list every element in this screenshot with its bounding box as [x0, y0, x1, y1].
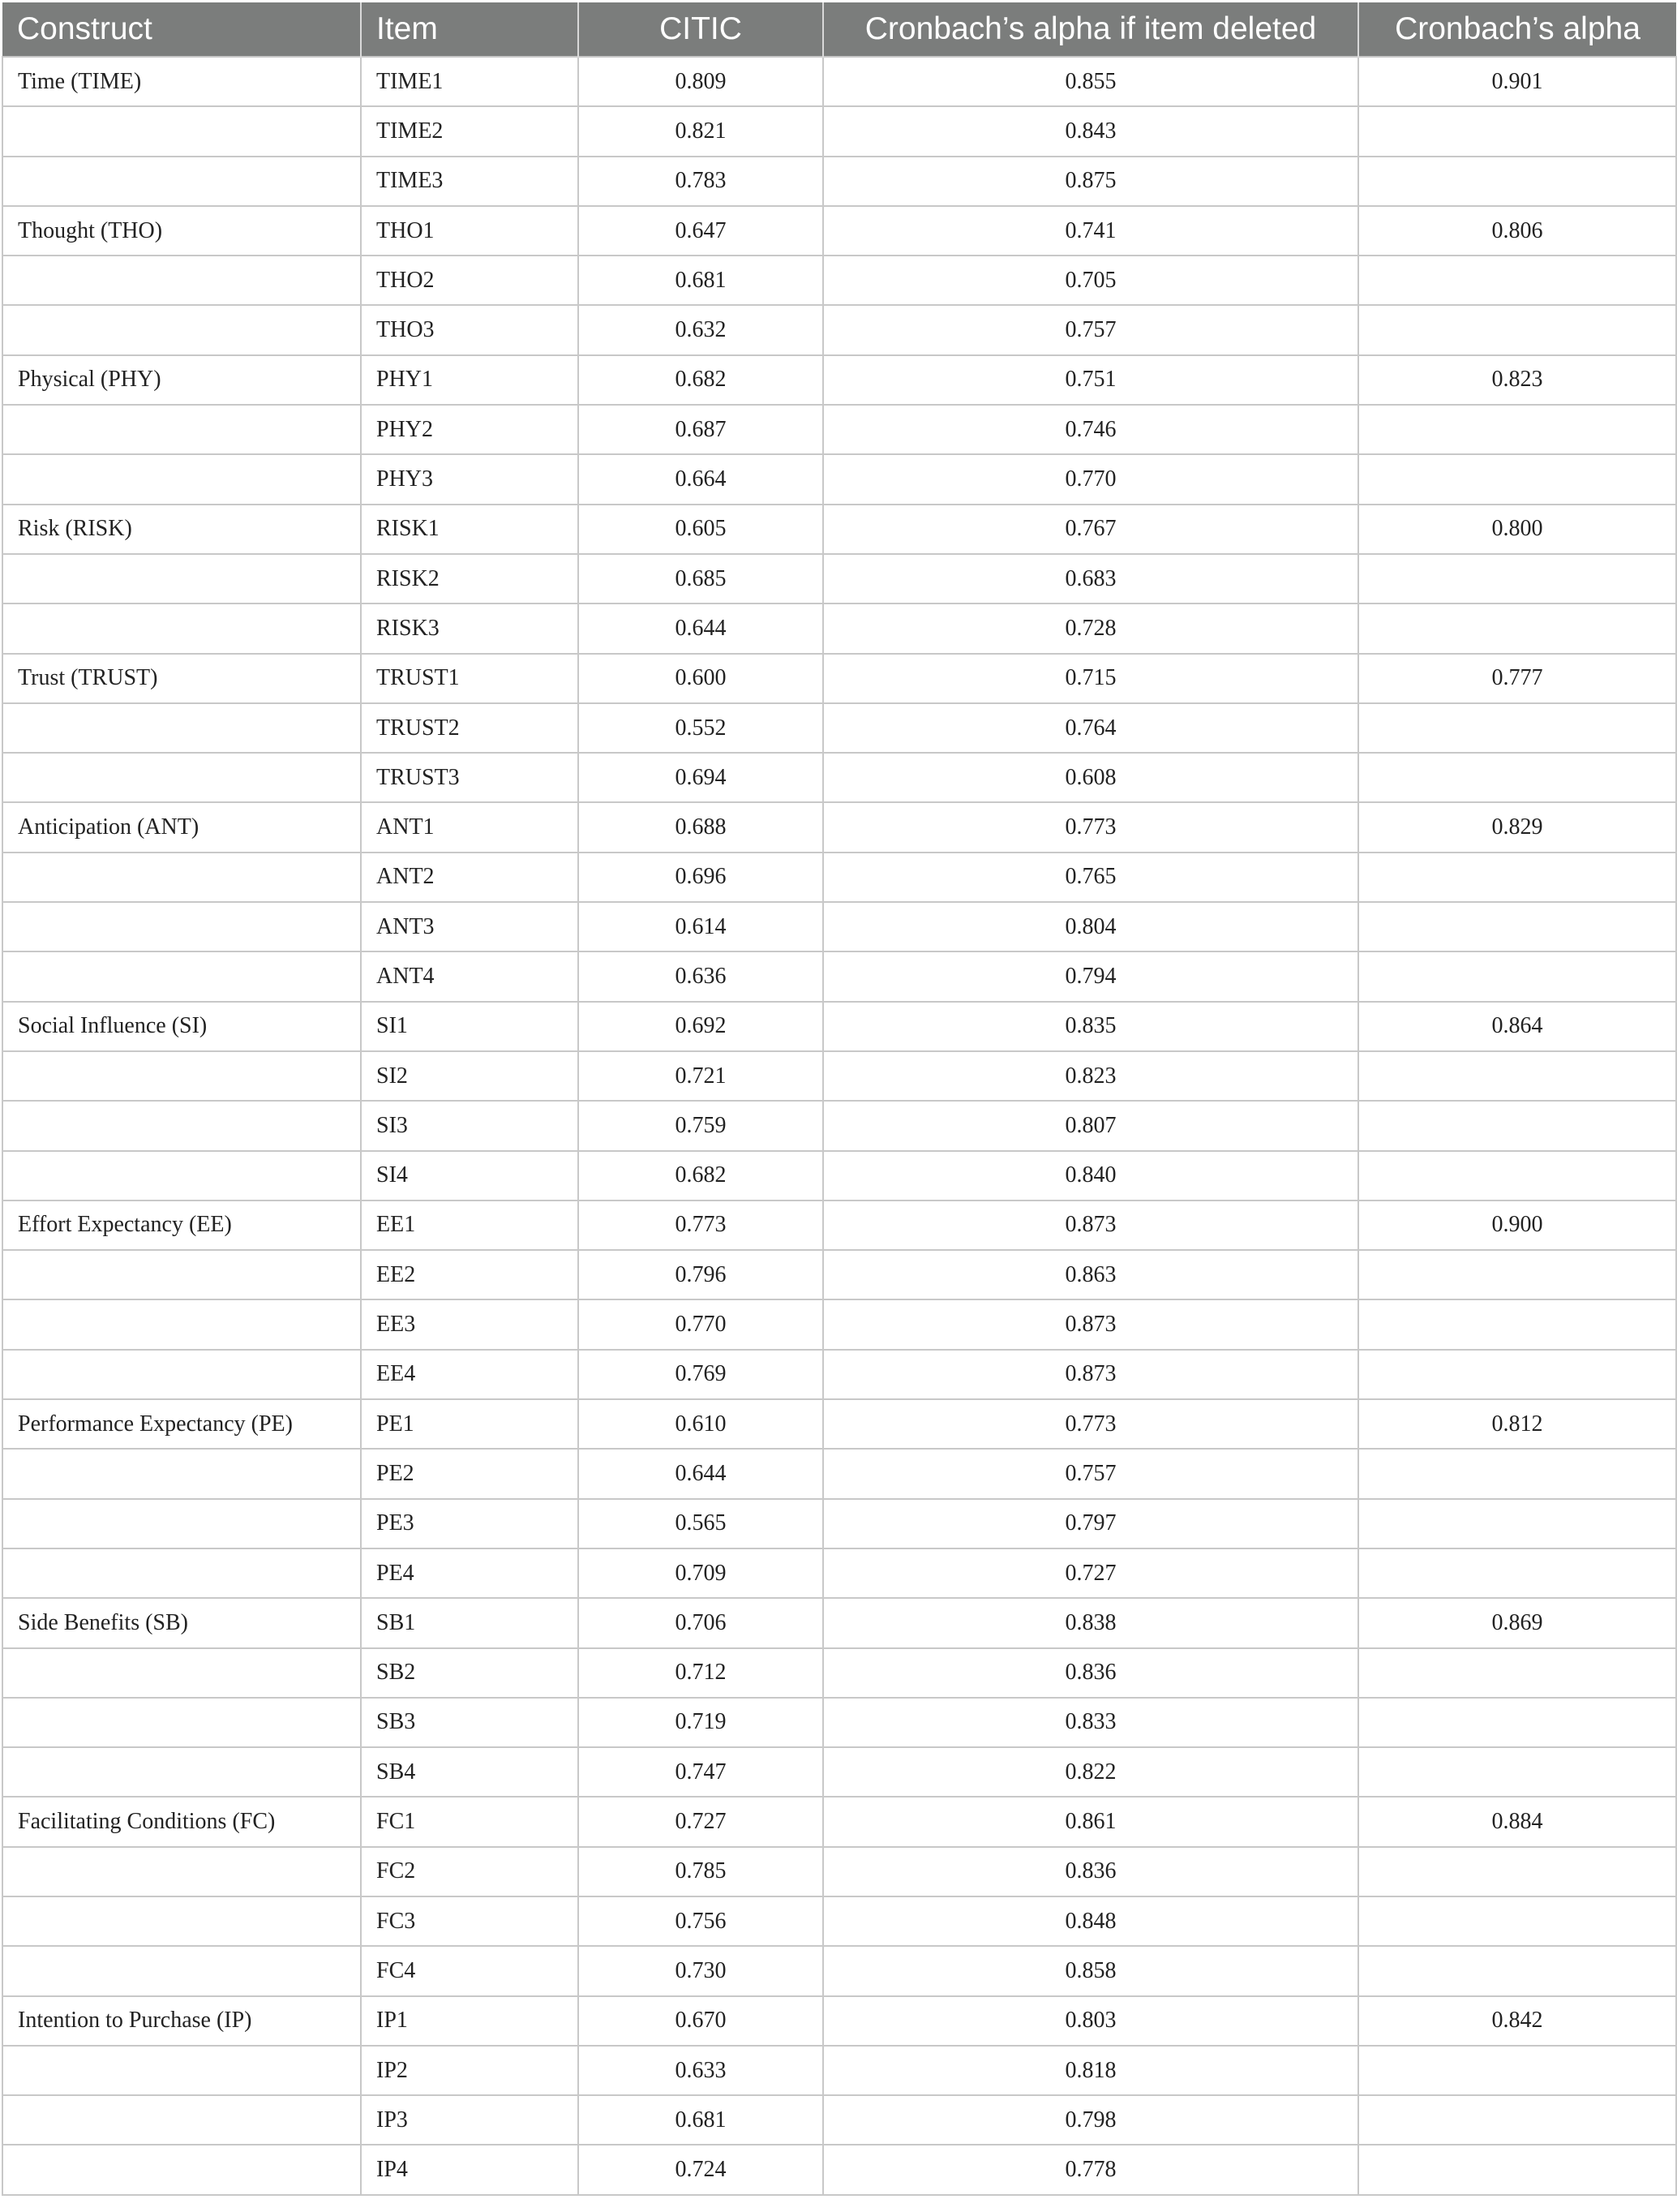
- cell-alpha: [1358, 1499, 1676, 1548]
- cell-alpha-if-deleted: 0.863: [823, 1250, 1358, 1299]
- cell-item: RISK1: [361, 505, 578, 554]
- cell-construct: [2, 405, 361, 454]
- table-row: [2, 1350, 1676, 1399]
- cell-item: IP3: [361, 2095, 578, 2145]
- cell-item: IP4: [361, 2145, 578, 2194]
- cell-item: EE2: [361, 1250, 578, 1299]
- cell-alpha-if-deleted: 0.822: [823, 1747, 1358, 1797]
- cell-item: PE1: [361, 1399, 578, 1449]
- cell-construct: [2, 1101, 361, 1150]
- table-row: [2, 753, 1676, 802]
- table-row: [2, 2046, 1676, 2095]
- cell-item: PHY1: [361, 355, 578, 405]
- cell-alpha-if-deleted: 0.803: [823, 1996, 1358, 2046]
- cell-construct: [2, 1449, 361, 1498]
- cell-alpha-if-deleted: 0.794: [823, 951, 1358, 1001]
- cell-item: PE3: [361, 1499, 578, 1548]
- cell-citic: 0.692: [578, 1002, 823, 1051]
- cell-alpha-if-deleted: 0.840: [823, 1151, 1358, 1200]
- cell-construct: Time (TIME): [2, 57, 361, 106]
- cell-alpha: [1358, 2046, 1676, 2095]
- table-row: [2, 1101, 1676, 1150]
- cell-alpha: [1358, 454, 1676, 504]
- cell-alpha-if-deleted: 0.757: [823, 1449, 1358, 1498]
- cell-citic: 0.796: [578, 1250, 823, 1299]
- cell-alpha-if-deleted: 0.770: [823, 454, 1358, 504]
- cell-alpha-if-deleted: 0.728: [823, 603, 1358, 653]
- table-row: [2, 206, 1676, 256]
- table-row: [2, 454, 1676, 504]
- cell-citic: 0.681: [578, 2095, 823, 2145]
- cell-citic: 0.633: [578, 2046, 823, 2095]
- table-row: [2, 802, 1676, 852]
- cell-construct: [2, 1896, 361, 1946]
- cell-construct: [2, 703, 361, 753]
- cell-alpha: 0.842: [1358, 1996, 1676, 2046]
- cell-alpha-if-deleted: 0.873: [823, 1200, 1358, 1250]
- table-row: [2, 554, 1676, 603]
- cell-citic: 0.670: [578, 1996, 823, 2046]
- header-item: Item: [361, 2, 578, 57]
- cell-alpha-if-deleted: 0.873: [823, 1299, 1358, 1349]
- table-row: [2, 256, 1676, 305]
- cell-alpha: [1358, 853, 1676, 902]
- cell-item: THO3: [361, 305, 578, 354]
- cell-alpha: [1358, 1847, 1676, 1896]
- cell-item: FC4: [361, 1946, 578, 1995]
- cell-construct: [2, 1299, 361, 1349]
- table-row: [2, 853, 1676, 902]
- cell-item: SI1: [361, 1002, 578, 1051]
- cell-item: RISK2: [361, 554, 578, 603]
- cell-alpha: [1358, 1250, 1676, 1299]
- table-row: [2, 1896, 1676, 1946]
- table-row: [2, 106, 1676, 156]
- cell-item: SB4: [361, 1747, 578, 1797]
- cell-item: EE4: [361, 1350, 578, 1399]
- cell-item: TRUST2: [361, 703, 578, 753]
- cell-alpha-if-deleted: 0.746: [823, 405, 1358, 454]
- cell-construct: [2, 753, 361, 802]
- cell-alpha: [1358, 1747, 1676, 1797]
- cell-citic: 0.773: [578, 1200, 823, 1250]
- cell-construct: Intention to Purchase (IP): [2, 1996, 361, 2046]
- cell-construct: [2, 1151, 361, 1200]
- table-row: [2, 405, 1676, 454]
- header-alpha-if-deleted: Cronbach’s alpha if item deleted: [823, 2, 1358, 57]
- cell-alpha: 0.900: [1358, 1200, 1676, 1250]
- cell-alpha-if-deleted: 0.838: [823, 1598, 1358, 1647]
- cell-construct: [2, 454, 361, 504]
- cell-citic: 0.688: [578, 802, 823, 852]
- cell-alpha-if-deleted: 0.757: [823, 305, 1358, 354]
- cell-item: PHY3: [361, 454, 578, 504]
- cell-alpha: [1358, 703, 1676, 753]
- cell-alpha: [1358, 1698, 1676, 1747]
- table-row: [2, 1648, 1676, 1698]
- cell-alpha: [1358, 1449, 1676, 1498]
- cell-alpha: 0.884: [1358, 1797, 1676, 1846]
- cell-citic: 0.682: [578, 355, 823, 405]
- cell-citic: 0.727: [578, 1797, 823, 1846]
- cell-construct: [2, 853, 361, 902]
- table-row: [2, 1996, 1676, 2046]
- table-row: [2, 1449, 1676, 1498]
- cell-item: ANT3: [361, 902, 578, 951]
- cell-item: IP1: [361, 1996, 578, 2046]
- cell-construct: Performance Expectancy (PE): [2, 1399, 361, 1449]
- cell-citic: 0.565: [578, 1499, 823, 1548]
- cell-item: TRUST1: [361, 654, 578, 703]
- cell-alpha: 0.823: [1358, 355, 1676, 405]
- cell-alpha: [1358, 554, 1676, 603]
- cell-construct: [2, 1350, 361, 1399]
- cell-construct: [2, 1847, 361, 1896]
- cell-alpha: 0.812: [1358, 1399, 1676, 1449]
- cell-item: RISK3: [361, 603, 578, 653]
- cell-alpha: [1358, 1648, 1676, 1698]
- cell-construct: Anticipation (ANT): [2, 802, 361, 852]
- table-row: [2, 1548, 1676, 1598]
- table-row: [2, 1299, 1676, 1349]
- cell-alpha-if-deleted: 0.764: [823, 703, 1358, 753]
- cell-alpha: [1358, 2145, 1676, 2194]
- cell-alpha-if-deleted: 0.751: [823, 355, 1358, 405]
- cell-alpha: 0.777: [1358, 654, 1676, 703]
- cell-alpha-if-deleted: 0.773: [823, 802, 1358, 852]
- cell-item: THO1: [361, 206, 578, 256]
- cell-construct: [2, 1648, 361, 1698]
- cell-citic: 0.706: [578, 1598, 823, 1647]
- cell-construct: [2, 157, 361, 206]
- cell-item: ANT4: [361, 951, 578, 1001]
- cell-item: IP2: [361, 2046, 578, 2095]
- cell-alpha-if-deleted: 0.705: [823, 256, 1358, 305]
- cell-construct: [2, 1548, 361, 1598]
- cell-alpha: [1358, 951, 1676, 1001]
- cell-citic: 0.747: [578, 1747, 823, 1797]
- cell-citic: 0.552: [578, 703, 823, 753]
- cell-citic: 0.600: [578, 654, 823, 703]
- cell-alpha: [1358, 902, 1676, 951]
- cell-alpha: 0.829: [1358, 802, 1676, 852]
- cell-alpha-if-deleted: 0.843: [823, 106, 1358, 156]
- cell-item: THO2: [361, 256, 578, 305]
- table-row: [2, 603, 1676, 653]
- table-row: [2, 902, 1676, 951]
- cell-construct: [2, 902, 361, 951]
- cell-item: EE1: [361, 1200, 578, 1250]
- cell-alpha-if-deleted: 0.778: [823, 2145, 1358, 2194]
- cell-citic: 0.647: [578, 206, 823, 256]
- table-row: [2, 355, 1676, 405]
- table-row: [2, 157, 1676, 206]
- header-row: [2, 2, 1676, 57]
- cell-construct: Thought (THO): [2, 206, 361, 256]
- header-construct: Construct: [2, 2, 361, 57]
- table-header: [2, 2, 1676, 57]
- cell-alpha: 0.806: [1358, 206, 1676, 256]
- cell-construct: Effort Expectancy (EE): [2, 1200, 361, 1250]
- cell-item: FC3: [361, 1896, 578, 1946]
- cell-construct: [2, 554, 361, 603]
- cell-item: ANT1: [361, 802, 578, 852]
- table-row: [2, 951, 1676, 1001]
- cell-alpha-if-deleted: 0.836: [823, 1648, 1358, 1698]
- cell-citic: 0.644: [578, 603, 823, 653]
- cell-citic: 0.821: [578, 106, 823, 156]
- cell-alpha: [1358, 305, 1676, 354]
- cell-alpha-if-deleted: 0.873: [823, 1350, 1358, 1399]
- cell-citic: 0.712: [578, 1648, 823, 1698]
- cell-construct: [2, 2145, 361, 2194]
- cell-item: TIME3: [361, 157, 578, 206]
- cell-item: PE2: [361, 1449, 578, 1498]
- cell-citic: 0.681: [578, 256, 823, 305]
- table-row: [2, 654, 1676, 703]
- table-row: [2, 305, 1676, 354]
- table-row: [2, 1847, 1676, 1896]
- cell-item: PHY2: [361, 405, 578, 454]
- cell-alpha: [1358, 256, 1676, 305]
- table-row: [2, 1698, 1676, 1747]
- cell-construct: [2, 1698, 361, 1747]
- cell-citic: 0.644: [578, 1449, 823, 1498]
- cell-item: SB1: [361, 1598, 578, 1647]
- table-row: [2, 1598, 1676, 1647]
- cell-alpha: [1358, 1151, 1676, 1200]
- cell-item: TIME1: [361, 57, 578, 106]
- cell-alpha-if-deleted: 0.833: [823, 1698, 1358, 1747]
- cell-construct: [2, 951, 361, 1001]
- table-row: [2, 2095, 1676, 2145]
- table-row: [2, 1946, 1676, 1995]
- table-row: [2, 57, 1676, 106]
- cell-alpha: [1358, 1350, 1676, 1399]
- cell-alpha: 0.869: [1358, 1598, 1676, 1647]
- table-row: [2, 1499, 1676, 1548]
- cell-alpha-if-deleted: 0.715: [823, 654, 1358, 703]
- cell-construct: [2, 106, 361, 156]
- cell-alpha-if-deleted: 0.765: [823, 853, 1358, 902]
- cell-citic: 0.610: [578, 1399, 823, 1449]
- cell-item: SI3: [361, 1101, 578, 1150]
- cell-construct: Physical (PHY): [2, 355, 361, 405]
- cell-citic: 0.682: [578, 1151, 823, 1200]
- cell-citic: 0.730: [578, 1946, 823, 1995]
- table-row: [2, 1747, 1676, 1797]
- cell-alpha-if-deleted: 0.835: [823, 1002, 1358, 1051]
- table-row: [2, 2145, 1676, 2194]
- cell-item: TRUST3: [361, 753, 578, 802]
- cell-alpha: [1358, 1051, 1676, 1101]
- cell-item: SI2: [361, 1051, 578, 1101]
- cell-alpha: [1358, 1101, 1676, 1150]
- table-row: [2, 1051, 1676, 1101]
- cell-alpha-if-deleted: 0.798: [823, 2095, 1358, 2145]
- cell-alpha-if-deleted: 0.807: [823, 1101, 1358, 1150]
- cell-construct: [2, 2046, 361, 2095]
- cell-alpha-if-deleted: 0.767: [823, 505, 1358, 554]
- cell-item: SB2: [361, 1648, 578, 1698]
- cell-construct: [2, 305, 361, 354]
- cell-citic: 0.759: [578, 1101, 823, 1150]
- cell-item: FC1: [361, 1797, 578, 1846]
- header-alpha: Cronbach’s alpha: [1358, 2, 1676, 57]
- cell-citic: 0.632: [578, 305, 823, 354]
- cell-citic: 0.719: [578, 1698, 823, 1747]
- cell-item: TIME2: [361, 106, 578, 156]
- cell-alpha: [1358, 603, 1676, 653]
- cell-construct: [2, 1747, 361, 1797]
- cell-construct: Side Benefits (SB): [2, 1598, 361, 1647]
- cell-citic: 0.783: [578, 157, 823, 206]
- cell-alpha: 0.901: [1358, 57, 1676, 106]
- table-body: [2, 57, 1676, 2195]
- cell-alpha: 0.864: [1358, 1002, 1676, 1051]
- header-citic: CITIC: [578, 2, 823, 57]
- cell-alpha-if-deleted: 0.818: [823, 2046, 1358, 2095]
- cell-construct: [2, 1499, 361, 1548]
- cell-alpha: [1358, 1299, 1676, 1349]
- cell-alpha-if-deleted: 0.823: [823, 1051, 1358, 1101]
- cell-citic: 0.614: [578, 902, 823, 951]
- cell-alpha: [1358, 157, 1676, 206]
- cell-alpha-if-deleted: 0.741: [823, 206, 1358, 256]
- cell-citic: 0.709: [578, 1548, 823, 1598]
- cell-construct: [2, 256, 361, 305]
- table-row: [2, 703, 1676, 753]
- cell-item: ANT2: [361, 853, 578, 902]
- cell-item: SB3: [361, 1698, 578, 1747]
- cell-citic: 0.694: [578, 753, 823, 802]
- cell-alpha-if-deleted: 0.773: [823, 1399, 1358, 1449]
- table-row: [2, 505, 1676, 554]
- cell-citic: 0.685: [578, 554, 823, 603]
- cell-alpha-if-deleted: 0.848: [823, 1896, 1358, 1946]
- cell-citic: 0.724: [578, 2145, 823, 2194]
- cell-alpha-if-deleted: 0.861: [823, 1797, 1358, 1846]
- cell-construct: [2, 2095, 361, 2145]
- cell-alpha: [1358, 106, 1676, 156]
- cell-item: FC2: [361, 1847, 578, 1896]
- cell-alpha-if-deleted: 0.858: [823, 1946, 1358, 1995]
- cell-alpha: [1358, 1548, 1676, 1598]
- cell-alpha: [1358, 1946, 1676, 1995]
- cell-alpha-if-deleted: 0.804: [823, 902, 1358, 951]
- cell-construct: [2, 1051, 361, 1101]
- cell-citic: 0.809: [578, 57, 823, 106]
- cell-alpha-if-deleted: 0.683: [823, 554, 1358, 603]
- cell-construct: Facilitating Conditions (FC): [2, 1797, 361, 1846]
- cell-alpha-if-deleted: 0.727: [823, 1548, 1358, 1598]
- cell-construct: [2, 1250, 361, 1299]
- cell-alpha: 0.800: [1358, 505, 1676, 554]
- cell-alpha-if-deleted: 0.608: [823, 753, 1358, 802]
- cell-citic: 0.687: [578, 405, 823, 454]
- cell-citic: 0.785: [578, 1847, 823, 1896]
- table-row: [2, 1797, 1676, 1846]
- cell-citic: 0.769: [578, 1350, 823, 1399]
- cell-construct: Trust (TRUST): [2, 654, 361, 703]
- cell-alpha-if-deleted: 0.855: [823, 57, 1358, 106]
- cell-alpha: [1358, 2095, 1676, 2145]
- cell-alpha: [1358, 405, 1676, 454]
- table-row: [2, 1002, 1676, 1051]
- cell-citic: 0.756: [578, 1896, 823, 1946]
- cell-alpha-if-deleted: 0.797: [823, 1499, 1358, 1548]
- table-row: [2, 1200, 1676, 1250]
- cell-alpha-if-deleted: 0.836: [823, 1847, 1358, 1896]
- reliability-table: [2, 2, 1677, 2196]
- cell-construct: [2, 603, 361, 653]
- cell-citic: 0.605: [578, 505, 823, 554]
- cell-citic: 0.721: [578, 1051, 823, 1101]
- cell-alpha: [1358, 753, 1676, 802]
- cell-construct: [2, 1946, 361, 1995]
- cell-item: SI4: [361, 1151, 578, 1200]
- cell-citic: 0.664: [578, 454, 823, 504]
- table-row: [2, 1151, 1676, 1200]
- cell-construct: Risk (RISK): [2, 505, 361, 554]
- table-row: [2, 1250, 1676, 1299]
- cell-citic: 0.636: [578, 951, 823, 1001]
- cell-construct: Social Influence (SI): [2, 1002, 361, 1051]
- reliability-table-container: [2, 2, 1675, 2196]
- table-row: [2, 1399, 1676, 1449]
- cell-citic: 0.770: [578, 1299, 823, 1349]
- cell-item: PE4: [361, 1548, 578, 1598]
- cell-alpha-if-deleted: 0.875: [823, 157, 1358, 206]
- cell-alpha: [1358, 1896, 1676, 1946]
- cell-item: EE3: [361, 1299, 578, 1349]
- cell-citic: 0.696: [578, 853, 823, 902]
